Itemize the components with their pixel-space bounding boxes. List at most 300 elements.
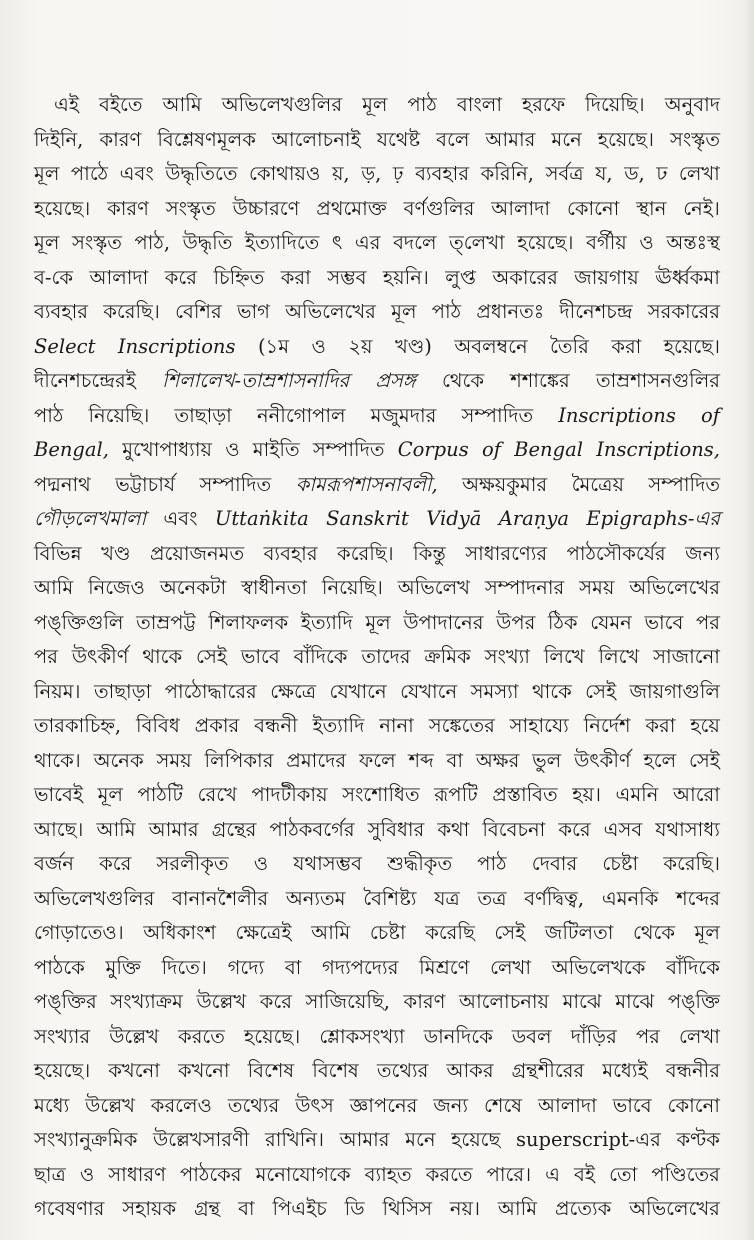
word: জ্ঞাপনের [349,1093,418,1117]
word: Sanskrit [326,507,409,530]
word: বা [238,1197,255,1220]
word: জটিলতা [544,921,614,944]
word: ক্রমিক [424,645,471,668]
word: উৎকীর্ণ [71,645,129,668]
word: ভাবেই [34,783,84,806]
word: বা [446,748,464,772]
word: মাইতি [252,438,300,461]
word: অভিলেখের [285,300,376,323]
word: করে [164,265,197,289]
word: পাঠটি [137,783,184,806]
word: রেখে [197,783,237,806]
word: ভাগ [236,300,270,323]
word: শিলালেখ-তাম্রশাসনাদির [162,369,350,392]
word: করে [99,852,132,875]
text-line [34,468,720,503]
text-line [34,502,720,537]
word: প্রয়োজনমত [150,541,245,565]
word: পঙ্‌ক্তিগুলি [34,610,124,634]
word: কোথায়ও [249,162,321,185]
text-line [34,916,720,951]
text-line [34,675,720,710]
word: প্রথমোক্ত [316,196,387,220]
word: এসব [603,817,643,841]
text-line [34,951,720,986]
word: অভিলেখের [629,576,720,599]
word: উল্লেখসারণী [153,1128,250,1151]
word: জায়গায় [574,265,639,289]
word: থাকে [531,679,572,703]
word: superscript-এর [515,1128,661,1151]
word: করা [280,265,311,289]
word: থাকে। [34,748,81,772]
word: হয়েছে। [663,334,720,358]
word: করে [259,990,292,1013]
word: আমার [485,127,536,151]
word: তাছাড়া [93,679,152,703]
word: মনোযোগকে [255,1162,351,1186]
word: অভিলেখ [397,576,470,599]
word: প্রত্যেক [554,1197,612,1220]
word: মূল [694,921,720,944]
word: নেই। [683,196,720,220]
word: Select [34,334,96,358]
word: এমনি [615,783,659,806]
word: Uttaṅkita [214,507,309,530]
word: মুখোপাধ্যায় [122,438,212,461]
word: Araṇya [498,507,569,530]
word: সর্বত্র [545,162,584,185]
word: মাঝে [615,990,655,1013]
word: আলোচনায় [458,990,550,1013]
word: অভিলেখের [629,1197,720,1220]
word: পদ্মনাথ [34,472,91,496]
word: কথা [437,817,470,841]
word: সমস্যা [470,679,519,703]
word: গ্রন্থের [211,817,257,841]
word: পাঠোদ্ধারের [164,679,257,703]
word: নিয়েছি। [88,403,150,427]
word: দেবার [531,852,578,875]
text-line [34,261,720,296]
word: সেই [494,921,526,944]
word: সংখ্যা [484,645,530,668]
word: যত্র [434,886,460,910]
word: ও [79,1162,95,1186]
word: ও [225,438,240,461]
word: ঢ [656,162,668,185]
word: করলেও [150,1093,212,1117]
word: পাঠকবর্গের [269,817,355,841]
word: উৎকীর্ণ [574,748,631,772]
word: দিয়েছি। [585,93,645,116]
word: অভিলেখগুলির [34,886,155,910]
word: জন্য [685,541,720,565]
word: আলাদা [89,265,149,289]
word: পারে। [486,1162,532,1186]
word: অভিলেখকে [551,955,646,979]
word: তাছাড়া [174,403,232,427]
word: উদ্ধৃতিতে [165,162,238,185]
word: সম্পাদিত [199,472,272,496]
word: অক্ষয়কুমার [462,472,548,496]
word: বিশেষ [247,1059,295,1082]
word: পর [34,645,58,668]
word: আমি [311,921,351,944]
word: ঢ় [392,162,404,185]
word: হয়েছে। [34,196,91,220]
word: পাঠ [477,852,507,875]
word: নানা [379,714,414,737]
word: স্থান [636,196,667,220]
word: পর [695,610,720,634]
word: দিইনি, [34,127,84,151]
word: বন্ধনীর [665,1059,720,1082]
text-line [34,295,720,330]
word: তথ্যের [227,1093,280,1117]
word: হয়। [572,783,601,806]
word: গ্রন্থশীরের [511,1059,585,1082]
word: ও [253,852,269,875]
word: থেকে [442,369,485,392]
word: আছে। [34,817,84,841]
word: লিপিকার [204,748,274,772]
word: কোনো [566,196,620,220]
word: উপাদানের [403,610,484,634]
word: ও [639,231,654,254]
word: সংশোধিত [342,783,420,806]
word: সেই [196,645,227,668]
word: কখনো [177,1059,230,1082]
word: বিবেচনা [482,817,546,841]
word: মিশ্রণে [419,955,470,979]
word: করতে [178,1024,225,1048]
word: উল্লেখ [196,990,247,1013]
word: পঙ্‌ক্তির [34,990,97,1013]
word: জন্য [433,1093,469,1117]
word: করেছি। [103,300,160,323]
word: Inscriptions [117,334,236,358]
word: কারণ [107,196,149,220]
word: মূল [391,300,417,323]
text-line [34,1089,720,1124]
word: মুক্তি [105,955,141,979]
word: পণ্ডিতের [651,1162,720,1186]
word: রাখিনি। [264,1128,324,1151]
word: অবলম্বনে [454,334,528,358]
word: লেখা [678,162,720,185]
word: প্রস্তাবিত [492,783,558,806]
text-line [34,1020,720,1055]
word: বইতে [99,93,143,116]
word: হয়ে [690,714,720,737]
word: আলাদা [491,196,551,220]
word: আমি [497,1197,538,1220]
word: of [481,438,501,461]
word: করেছি [425,921,475,944]
word: তথ্যের [376,1059,429,1082]
word: যথাসাধ্য [655,817,720,841]
word: বাংলা [456,93,502,116]
word: এ [545,1162,560,1186]
word: মধ্যে [34,1093,70,1117]
word: অন্যতম [285,886,346,910]
word: অনুবাদ [664,93,720,116]
word: য, [595,162,613,185]
word: সেই [585,679,617,703]
word: থাকে [142,645,183,668]
text-line [34,364,720,399]
word: হলে [643,748,677,772]
text-line [34,1192,720,1227]
word: লেখা [679,1024,720,1048]
word: উপর [496,610,536,634]
word: হয়নি। [382,265,429,289]
word: সংস্কৃত [71,231,122,254]
word: অনেক [93,748,144,772]
word: ইত্যাদি [312,714,365,737]
word: মৈত্রেয় [571,472,624,496]
text-line [34,882,720,917]
word: নিয়েছি। [321,576,383,599]
word: Epigraphs-এর [586,507,720,530]
word: যথাসম্ভব [293,852,362,875]
text-line [34,399,720,434]
word: অক্ষর [475,748,520,772]
word: তত্র [477,886,507,910]
word: বিশ্লেষণমূলক [157,127,256,151]
word: সঙ্কেতের [428,714,495,737]
word: কখনো [108,1059,160,1082]
text-line [34,709,720,744]
word: সাজিয়েছি, [305,990,390,1013]
word: মূল [365,610,391,634]
text-line [34,813,720,848]
word: ডানদিকে [423,1024,493,1048]
word: প্রকার [194,714,240,737]
word: আলোচনাই [271,127,361,151]
word: প্রসঙ্গ [375,369,416,392]
word: ইত্যাদিতে [244,231,320,254]
text-line [34,192,720,227]
text-line [34,330,720,365]
text-line [34,1123,720,1158]
word: মধ্যেই [602,1059,648,1082]
word: প্রধানতঃ [476,300,545,323]
word: মূল [362,93,388,116]
word: কণ্টক [676,1128,720,1151]
word: স্বাধীনতা [241,576,307,599]
word: সংস্কৃত [165,196,216,220]
word: দাঁড়ির [570,1024,617,1048]
word: ২য় [348,334,373,358]
word: পিএইচ [272,1197,327,1220]
word: প্রমাদের [286,748,347,772]
word: পাদটীকায় [251,783,328,806]
word: শিলাফলক [208,610,289,634]
word: এর [354,231,381,254]
word: Inscriptions, [596,438,720,461]
word: বিবিধ [135,714,180,737]
word: রূপটি [434,783,478,806]
word: তারকাচিহ্ন, [34,714,122,737]
text-line [34,744,720,779]
word: নিয়ম। [34,679,81,703]
word: বর্গীয় [586,231,627,254]
word: পঙ্‌ক্তি [667,990,720,1013]
word: লিখে [598,645,640,668]
word: পাঠসৌকর্যের [566,541,666,565]
word: সরকারের [647,300,720,323]
word: সংখ্যাক্রম [110,990,183,1013]
word: ঠিক [547,610,578,634]
word: ভাবে [644,610,684,634]
word: নয়। [449,1197,481,1220]
word: হয়েছে। [597,127,654,151]
word: পাঠকে [34,955,85,979]
word: ডবল [511,1024,552,1048]
word: বর্ণগুলির [403,196,475,220]
word: তাম্রপট্ট [136,610,196,634]
word: আরো [672,783,720,806]
word: কারণ [403,990,446,1013]
word: শুদ্ধীকৃত [387,852,453,875]
word: ভট্টাচার্য [115,472,176,496]
word: ভাবে [612,1093,652,1117]
word: যেমন [590,610,632,634]
word: সাহায্যে [509,714,569,737]
word: গৌড়লেখমালা [34,507,147,530]
text-line [34,88,720,123]
word: মূল [97,783,123,806]
word: যেখানে [329,679,387,703]
word: ক্ষেত্রেই [235,921,292,944]
text-line [34,640,720,675]
text-line [34,537,720,572]
word: সাজানো [653,645,720,668]
word: ডি [344,1197,365,1220]
word: ছাত্র [34,1162,66,1186]
word: আমি [96,817,136,841]
word: সম্পাদিত [312,438,385,461]
word: দীনেশচন্দ্র [559,300,633,323]
word: বাঁদিকে [666,955,720,979]
word: বা [284,955,302,979]
word: ব-কে [34,265,73,289]
word: ভুল [532,748,562,772]
word: আমার [148,817,199,841]
word: সম্ভব [327,265,367,289]
word: মনে [405,1128,436,1151]
word: হয়েছে [451,1128,501,1151]
word: করে [558,817,591,841]
word: তৈরি [550,334,589,358]
word: দীনেশচন্দ্রেরই [34,369,136,392]
word: এই [54,93,79,116]
word: সংস্কৃত [670,127,720,151]
word: (১ম [257,334,290,358]
word: কোনো [667,1093,720,1117]
word: সেই [689,748,720,772]
word: Corpus [397,438,469,461]
text-line [34,571,720,606]
word: কামরূপশাসনাবলী, [295,472,438,496]
word: গবেষণার [34,1197,105,1220]
word: আমি [162,93,202,116]
word: সরলীকৃত [156,852,229,875]
word: সম্পাদিত [648,472,720,496]
text-line [34,778,720,813]
text-line [34,433,720,468]
word: ব্যাহত [364,1162,412,1186]
word: সাধারণ [108,1162,166,1186]
page-edge-shadow [744,0,754,1240]
word: ভাবে [240,645,280,668]
word: লেখা [490,955,531,979]
word: বন্ধনী [254,714,298,737]
word: উল্লেখ [85,1093,135,1117]
word: বর্জন [34,852,74,875]
word: গদ্যপদ্যের [322,955,399,979]
word: যথেষ্ট [376,127,421,151]
word: করতে [425,1162,473,1186]
word: অভিলেখগুলির [221,93,343,116]
word: গোড়াতেও। [34,921,124,944]
word: নির্দেশ [583,714,631,737]
word: আমার [339,1128,390,1151]
word: কিন্তু [413,541,446,565]
word: সম্পাদনার [484,576,565,599]
word: মজুমদার [370,403,437,427]
word: of [700,403,720,427]
text-line [34,157,720,192]
word: অনেকটা [159,576,227,599]
word: আমি [34,576,74,599]
word: করা [645,714,676,737]
word: লুপ্ত [445,265,476,289]
text-line [34,123,720,158]
word: বর্ণদ্বিত্ব, [524,886,585,910]
word: সম্পাদিত [461,403,534,427]
word: ড়, [361,162,382,185]
word: বেশির [175,300,222,323]
word: ব্যবহার [415,162,470,185]
word: করেছি। [337,541,394,565]
word: বলে [436,127,470,151]
word: Inscriptions [558,403,676,427]
text-line [34,847,720,882]
word: পাঠ [34,403,64,427]
word: Bengal [514,438,583,461]
word: মূল [34,162,60,185]
word: কারণ [99,127,142,151]
word: ফলে [358,748,396,772]
word: ৎ [331,231,343,254]
text-line [34,985,720,1020]
word: হরফে [522,93,566,116]
word: উচ্চারণে [232,196,300,220]
word: এবং [119,162,154,185]
word: বই [574,1162,596,1186]
word: বদলে [393,231,437,254]
word: পাঠ [407,93,437,116]
word: ক্ষেত্রে [270,679,317,703]
word: ননীগোপাল [256,403,346,427]
word: মূল [34,231,60,254]
word: হয়েছে। [244,1024,301,1048]
word: ও [311,334,326,358]
word: অকারের [492,265,558,289]
